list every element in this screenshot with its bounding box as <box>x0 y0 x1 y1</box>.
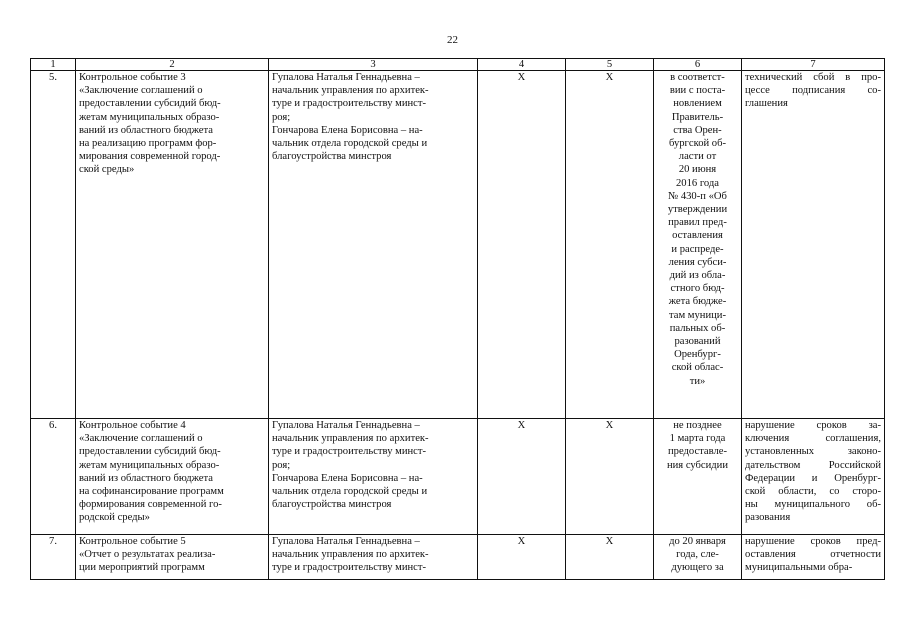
text-line: и распреде- <box>671 243 724 255</box>
table-row <box>31 71 885 419</box>
text-line: пальных об- <box>669 322 726 334</box>
text-line: там муници- <box>668 309 727 321</box>
text-line: оставления <box>672 230 723 242</box>
text-line: предоставле- <box>667 446 728 458</box>
text-line: № 430-п «Об <box>668 190 727 202</box>
text-line: новлением <box>673 98 722 110</box>
text-line: нарушение сроков пред- <box>745 536 881 547</box>
text-line: начальник управления по архитек- <box>272 85 429 97</box>
event-cell <box>76 71 269 419</box>
text-line: Гончарова Елена Борисовна – на- <box>272 124 423 136</box>
text-line: родской среды» <box>79 512 150 524</box>
col5-mark: Х <box>566 71 654 419</box>
text-line: Гончарова Елена Борисовна – на- <box>272 472 423 484</box>
text-line: дующего за <box>671 562 724 574</box>
text-line: бургской об- <box>668 138 727 150</box>
row-number: 5. <box>31 71 76 419</box>
text-line: нарушение сроков за- <box>745 420 881 431</box>
text-line: чальник отдела городской среды и <box>272 486 428 498</box>
text-line: благоустройства минстроя <box>272 499 392 511</box>
header-cell: 1 <box>31 59 76 71</box>
table-row <box>31 535 885 580</box>
text-line: роя; <box>272 459 291 471</box>
text-line: 2016 года <box>675 177 719 189</box>
text-line: стного бюд- <box>670 283 725 295</box>
text-line: утверждении <box>667 204 728 216</box>
text-line: муниципальными обра- <box>745 562 853 574</box>
text-line: роя; <box>272 111 291 123</box>
text-line: ключения соглашения, <box>745 433 881 445</box>
text-line: глашения <box>745 98 788 110</box>
text-line: Гупалова Наталья Геннадьевна – <box>272 536 420 547</box>
text-line: ваний из областного бюджета <box>79 472 213 484</box>
text-line: ния субсидии <box>666 459 729 471</box>
text-line: разований <box>674 336 721 348</box>
responsible-cell <box>269 71 478 419</box>
text-line: дий из обла- <box>669 270 726 282</box>
risk-cell <box>742 71 885 419</box>
text-line: ти» <box>689 375 706 387</box>
text-line: 20 июня <box>678 164 717 176</box>
text-line: Контрольное событие 3 <box>79 72 186 83</box>
row-number: 6. <box>31 419 76 535</box>
text-line: ской облас- <box>671 362 724 374</box>
risk-cell <box>742 535 885 580</box>
table-row <box>31 419 885 535</box>
page-number: 22 <box>447 34 458 46</box>
event-cell <box>76 535 269 580</box>
text-line: до 20 января <box>669 536 726 547</box>
text-line: 1 марта года <box>669 433 726 445</box>
text-line: жета бюдже- <box>668 296 727 308</box>
col4-mark: Х <box>478 71 566 419</box>
col5-mark: Х <box>566 535 654 580</box>
text-line: Правитель- <box>671 111 724 123</box>
text-line: правил пред- <box>668 217 727 229</box>
text-line: на реализацию программ фор- <box>79 138 217 150</box>
text-line: «Заключение соглашений о <box>79 433 203 445</box>
table-header-row <box>31 59 885 71</box>
text-line: ления субси- <box>668 256 727 268</box>
text-line: установленных законо- <box>745 446 881 458</box>
text-line: вии с поста- <box>669 85 726 97</box>
text-line: ции мероприятий программ <box>79 562 205 574</box>
text-line: технический сбой в про- <box>745 72 881 83</box>
text-line: ской среды» <box>79 164 135 176</box>
text-line: жетам муниципальных образо- <box>79 111 220 123</box>
text-line: на софинансирование программ <box>79 486 224 498</box>
text-line: мирования современной город- <box>79 151 221 163</box>
deadline-cell <box>654 419 742 535</box>
text-line: Контрольное событие 5 <box>79 536 186 547</box>
text-line: ства Орен- <box>673 124 722 136</box>
header-cell: 5 <box>566 59 654 71</box>
text-line: туре и градостроительству минст- <box>272 562 427 574</box>
text-line: предоставлении субсидий бюд- <box>79 98 221 110</box>
text-line: начальник управления по архитек- <box>272 549 429 561</box>
col5-mark: Х <box>566 419 654 535</box>
text-line: Контрольное событие 4 <box>79 420 186 431</box>
text-line: туре и градостроительству минст- <box>272 446 427 458</box>
text-line: благоустройства минстроя <box>272 151 392 163</box>
deadline-cell <box>654 535 742 580</box>
risk-cell <box>742 419 885 535</box>
col4-mark: Х <box>478 535 566 580</box>
text-line: ны муниципального об- <box>745 499 881 511</box>
text-line: ласти от <box>678 151 717 163</box>
text-line: жетам муниципальных образо- <box>79 459 220 471</box>
row-number: 7. <box>31 535 76 580</box>
text-line: разования <box>745 512 791 524</box>
responsible-cell <box>269 535 478 580</box>
event-cell <box>76 419 269 535</box>
text-line: «Отчет о результатах реализа- <box>79 549 216 561</box>
text-line: оставления отчетности <box>745 549 881 561</box>
text-line: ваний из областного бюджета <box>79 124 213 136</box>
text-line: цессе подписания со- <box>745 85 881 97</box>
deadline-cell <box>654 71 742 419</box>
control-events-table <box>30 58 885 580</box>
header-cell: 6 <box>654 59 742 71</box>
text-line: в соответст- <box>670 72 725 83</box>
header-cell: 4 <box>478 59 566 71</box>
text-line: ской области, со сторо- <box>745 486 881 498</box>
text-line: дательством Российской <box>745 459 881 471</box>
text-line: чальник отдела городской среды и <box>272 138 428 150</box>
text-line: туре и градостроительству минст- <box>272 98 427 110</box>
text-line: не позднее <box>673 420 722 431</box>
text-line: Гупалова Наталья Геннадьевна – <box>272 420 420 431</box>
text-line: Федерации и Оренбург- <box>745 472 881 484</box>
text-line: Оренбург- <box>674 349 721 361</box>
text-line: начальник управления по архитек- <box>272 433 429 445</box>
header-cell: 2 <box>76 59 269 71</box>
text-line: предоставлении субсидий бюд- <box>79 446 221 458</box>
header-cell: 3 <box>269 59 478 71</box>
text-line: Гупалова Наталья Геннадьевна – <box>272 72 420 83</box>
col4-mark: Х <box>478 419 566 535</box>
header-cell: 7 <box>742 59 885 71</box>
text-line: «Заключение соглашений о <box>79 85 203 97</box>
responsible-cell <box>269 419 478 535</box>
text-line: формирования современной го- <box>79 499 222 511</box>
text-line: года, сле- <box>676 549 719 561</box>
